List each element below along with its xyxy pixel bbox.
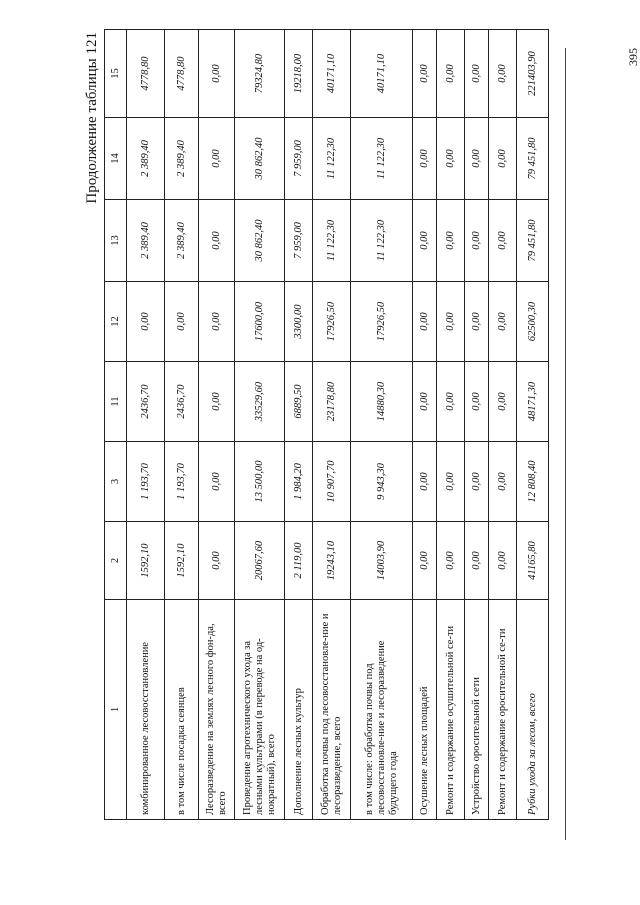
value-cell: 0,00 — [199, 282, 235, 362]
value-cell: 0,00 — [465, 522, 489, 600]
value-cell: 0,00 — [465, 30, 489, 118]
value-cell: 2 389,40 — [127, 118, 165, 200]
row-label: Проведение агротехнического ухода за лесными культурами (в переводе на од-нократный), всего — [235, 600, 285, 820]
table-row — [285, 30, 313, 820]
table-row — [413, 30, 437, 820]
value-cell: 0,00 — [413, 522, 437, 600]
value-cell: 33529,60 — [235, 362, 285, 442]
value-cell: 10 907,70 — [313, 442, 351, 522]
value-cell: 0,00 — [437, 30, 465, 118]
header-cell: 1 — [105, 600, 127, 820]
value-cell: 0,00 — [199, 118, 235, 200]
value-cell: 1 193,70 — [127, 442, 165, 522]
value-cell: 40171,10 — [351, 30, 413, 118]
value-cell: 11 122,30 — [351, 200, 413, 282]
value-cell: 30 862,40 — [235, 118, 285, 200]
value-cell: 0,00 — [437, 442, 465, 522]
value-cell: 14880,30 — [351, 362, 413, 442]
value-cell: 0,00 — [199, 200, 235, 282]
header-cell: 2 — [105, 522, 127, 600]
value-cell: 11 122,30 — [313, 200, 351, 282]
value-cell: 2 389,40 — [165, 118, 199, 200]
table-row — [235, 30, 285, 820]
value-cell: 0,00 — [437, 282, 465, 362]
value-cell: 0,00 — [413, 282, 437, 362]
value-cell: 0,00 — [199, 362, 235, 442]
table-row — [465, 30, 489, 820]
row-label: комбинированное лесовосстановление — [127, 600, 165, 820]
value-cell: 12 808,40 — [517, 442, 549, 522]
value-cell: 48171,30 — [517, 362, 549, 442]
value-cell: 0,00 — [437, 522, 465, 600]
data-table — [104, 29, 549, 820]
value-cell: 4778,80 — [127, 30, 165, 118]
value-cell: 0,00 — [489, 442, 517, 522]
value-cell: 2 119,00 — [285, 522, 313, 600]
value-cell: 2 389,40 — [127, 200, 165, 282]
value-cell: 2 389,40 — [165, 200, 199, 282]
rotated-page — [80, 30, 560, 820]
value-cell: 79324,80 — [235, 30, 285, 118]
row-label: Лесоразведение на землях лесного фон-да, всего — [199, 600, 235, 820]
table-row — [351, 30, 413, 820]
table-row — [437, 30, 465, 820]
value-cell: 30 862,40 — [235, 200, 285, 282]
value-cell: 41165,80 — [517, 522, 549, 600]
value-cell: 0,00 — [437, 118, 465, 200]
header-cell: 11 — [105, 362, 127, 442]
value-cell: 0,00 — [199, 30, 235, 118]
row-label: Устройство оросительной сети — [465, 600, 489, 820]
value-cell: 1 984,20 — [285, 442, 313, 522]
table-row — [517, 30, 549, 820]
value-cell: 0,00 — [413, 442, 437, 522]
row-label: Обработка почвы под лесовосстановле-ние и лесоразведение, всего — [313, 600, 351, 820]
value-cell: 7 959,00 — [285, 118, 313, 200]
value-cell: 0,00 — [199, 522, 235, 600]
value-cell: 2436,70 — [127, 362, 165, 442]
table-row — [127, 30, 165, 820]
row-label: Дополнение лесных культур — [285, 600, 313, 820]
value-cell: 0,00 — [465, 200, 489, 282]
row-label: Рубки ухода за лесом, всего — [517, 600, 549, 820]
value-cell: 0,00 — [437, 362, 465, 442]
header-row — [105, 30, 127, 820]
value-cell: 79 451,80 — [517, 200, 549, 282]
value-cell: 20067,60 — [235, 522, 285, 600]
value-cell: 0,00 — [413, 30, 437, 118]
table-row — [489, 30, 517, 820]
row-label: Осушение лесных площадей — [413, 600, 437, 820]
value-cell: 40171,10 — [313, 30, 351, 118]
value-cell: 3300,00 — [285, 282, 313, 362]
value-cell: 13 500,00 — [235, 442, 285, 522]
value-cell: 1592,10 — [165, 522, 199, 600]
page-number: 395 — [626, 48, 640, 66]
value-cell: 0,00 — [489, 200, 517, 282]
value-cell: 0,00 — [489, 118, 517, 200]
value-cell: 7 959,00 — [285, 200, 313, 282]
value-cell: 11 122,30 — [313, 118, 351, 200]
table-row — [313, 30, 351, 820]
header-cell: 3 — [105, 442, 127, 522]
value-cell: 9 943,30 — [351, 442, 413, 522]
table-row — [165, 30, 199, 820]
value-cell: 19218,00 — [285, 30, 313, 118]
value-cell: 0,00 — [465, 442, 489, 522]
value-cell: 14003,90 — [351, 522, 413, 600]
header-cell: 13 — [105, 200, 127, 282]
table-caption: Продолжение таблицы 121 — [84, 32, 100, 204]
value-cell: 23178,80 — [313, 362, 351, 442]
value-cell: 11 122,30 — [351, 118, 413, 200]
value-cell: 0,00 — [413, 118, 437, 200]
value-cell: 0,00 — [437, 200, 465, 282]
value-cell: 0,00 — [489, 282, 517, 362]
row-label: в том числе: обработка почвы под лесовосстановле-ние и лесоразведение будущего года — [351, 600, 413, 820]
value-cell: 221403,90 — [517, 30, 549, 118]
row-label: в том числе посадка сеянцев — [165, 600, 199, 820]
value-cell: 62500,30 — [517, 282, 549, 362]
header-cell: 15 — [105, 30, 127, 118]
value-cell: 0,00 — [165, 282, 199, 362]
header-cell: 12 — [105, 282, 127, 362]
value-cell: 0,00 — [413, 200, 437, 282]
value-cell: 4778,80 — [165, 30, 199, 118]
value-cell: 0,00 — [489, 522, 517, 600]
value-cell: 17600,00 — [235, 282, 285, 362]
value-cell: 0,00 — [465, 282, 489, 362]
value-cell: 79 451,80 — [517, 118, 549, 200]
value-cell: 1592,10 — [127, 522, 165, 600]
value-cell: 6889,50 — [285, 362, 313, 442]
header-cell: 14 — [105, 118, 127, 200]
value-cell: 2436,70 — [165, 362, 199, 442]
value-cell: 17926,50 — [351, 282, 413, 362]
value-cell: 0,00 — [127, 282, 165, 362]
value-cell: 0,00 — [413, 362, 437, 442]
table-row — [199, 30, 235, 820]
value-cell: 19243,10 — [313, 522, 351, 600]
value-cell: 0,00 — [465, 118, 489, 200]
row-label: Ремонт и содержание осушительной се-ти — [437, 600, 465, 820]
value-cell: 0,00 — [489, 30, 517, 118]
value-cell: 17926,50 — [313, 282, 351, 362]
value-cell: 0,00 — [199, 442, 235, 522]
value-cell: 0,00 — [465, 362, 489, 442]
value-cell: 0,00 — [489, 362, 517, 442]
value-cell: 1 193,70 — [165, 442, 199, 522]
row-label: Ремонт и содержание оросительной се-ти — [489, 600, 517, 820]
top-rule — [565, 48, 566, 840]
